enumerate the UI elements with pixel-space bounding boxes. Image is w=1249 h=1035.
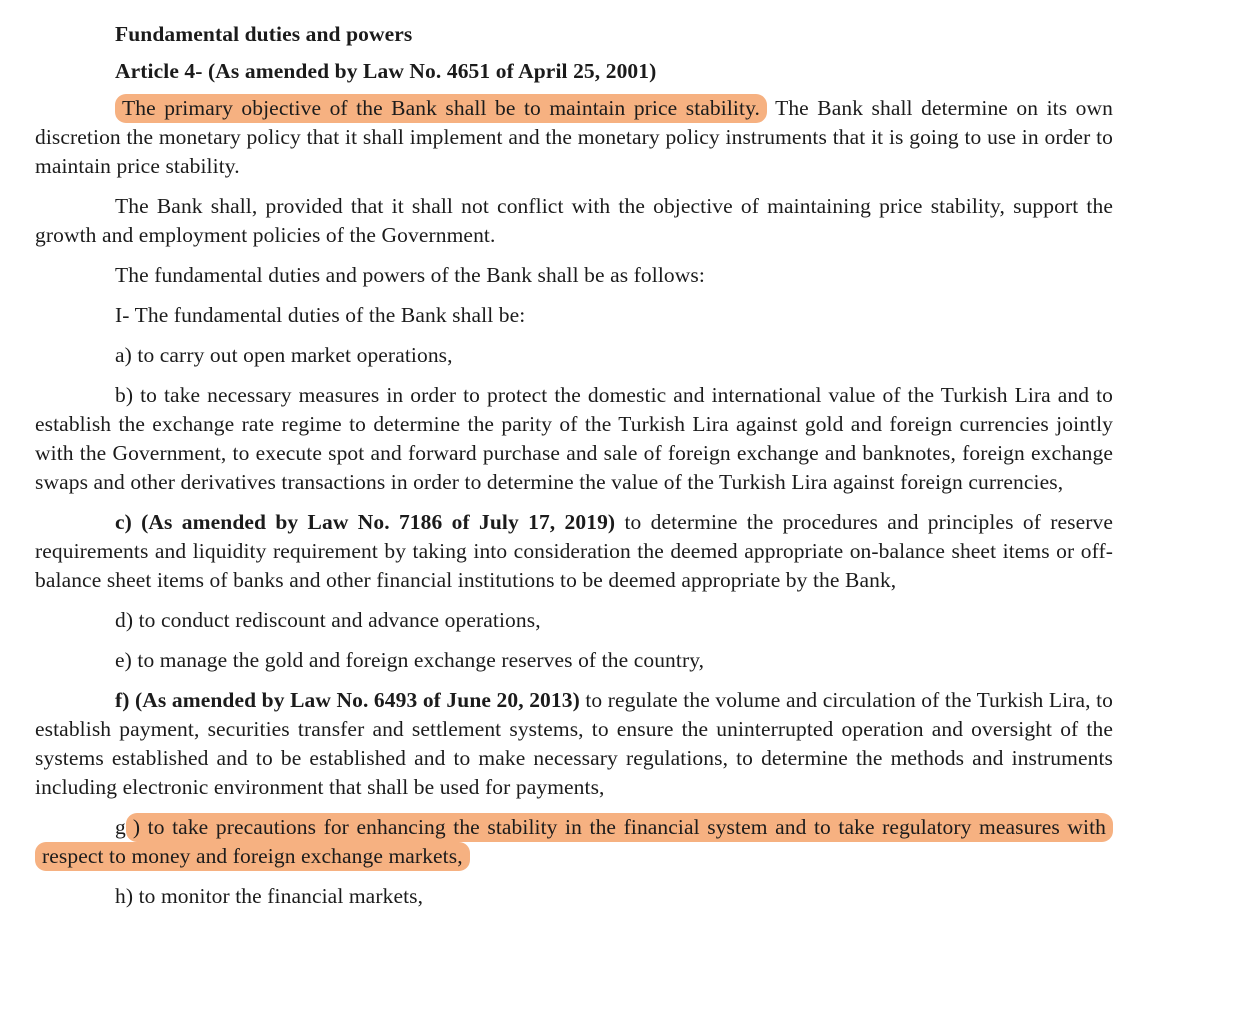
- document-paragraph: [35, 646, 1113, 675]
- document-paragraph: [35, 882, 1113, 911]
- document-paragraph: [35, 606, 1113, 635]
- document-paragraph: [35, 261, 1113, 290]
- text-segment: The Bank shall determine on its own discretion the monetary policy that it shall implement and the monetary policy instruments that it is going to use in order to maintain price stability.: [35, 96, 1113, 178]
- bold-text: f) (As amended by Law No. 6493 of June 20, 2013): [115, 688, 580, 712]
- document-paragraph: [35, 192, 1113, 250]
- document-paragraph: [35, 341, 1113, 370]
- text-segment: g: [115, 815, 126, 839]
- text-segment: a) to carry out open market operations,: [115, 343, 453, 367]
- text-segment: h) to monitor the financial markets,: [115, 884, 424, 908]
- highlighted-text: The primary objective of the Bank shall be to maintain price stability.: [115, 94, 767, 123]
- document-heading: [35, 20, 1113, 49]
- text-segment: to regulate the volume and circulation of the Turkish Lira, to establish payment, securities transfer and settlement systems, to ensure the uninterrupted operation and oversight of the systems established and to be established and to make necessary regulations, to determine the methods and instruments including electronic environment that shall be used for payments,: [35, 688, 1113, 799]
- highlighted-text: ) to take precautions for enhancing the stability in the financial system and to take regulatory measures with respect to money and foreign exchange markets,: [35, 813, 1113, 871]
- text-segment: Fundamental duties and powers: [115, 22, 413, 46]
- document-paragraph: [35, 686, 1113, 802]
- bold-text: c) (As amended by Law No. 7186 of July 17, 2019): [115, 510, 616, 534]
- document-paragraph: [35, 813, 1113, 871]
- text-segment: e) to manage the gold and foreign exchange reserves of the country,: [115, 648, 705, 672]
- document-paragraph: [35, 94, 1113, 181]
- document-paragraph: [35, 381, 1113, 497]
- text-segment: The fundamental duties and powers of the Bank shall be as follows:: [115, 263, 705, 287]
- text-segment: d) to conduct rediscount and advance operations,: [115, 608, 541, 632]
- text-segment: b) to take necessary measures in order to protect the domestic and international value of the Turkish Lira and to establish the exchange rate regime to determine the parity of the Turkish Lira against gold and foreign currencies jointly with the Government, to execute spot and forward purchase and sale of foreign exchange and banknotes, foreign exchange swaps and other derivatives transactions in order to determine the value of the Turkish Lira against foreign currencies,: [35, 383, 1113, 494]
- text-segment: Article 4- (As amended by Law No. 4651 of April 25, 2001): [115, 59, 657, 83]
- document-paragraph: [35, 301, 1113, 330]
- text-segment: I- The fundamental duties of the Bank shall be:: [115, 303, 526, 327]
- text-segment: to determine the procedures and principles of reserve requirements and liquidity requirement by taking into consideration the deemed appropriate on-balance sheet items or off-balance sheet items of banks and other financial institutions to be deemed appropriate by the Bank,: [35, 510, 1113, 592]
- text-segment: The Bank shall, provided that it shall not conflict with the objective of maintaining price stability, support the growth and employment policies of the Government.: [35, 194, 1113, 247]
- document-heading: [35, 57, 1113, 86]
- document-paragraph: [35, 508, 1113, 595]
- document-body: [35, 20, 1113, 911]
